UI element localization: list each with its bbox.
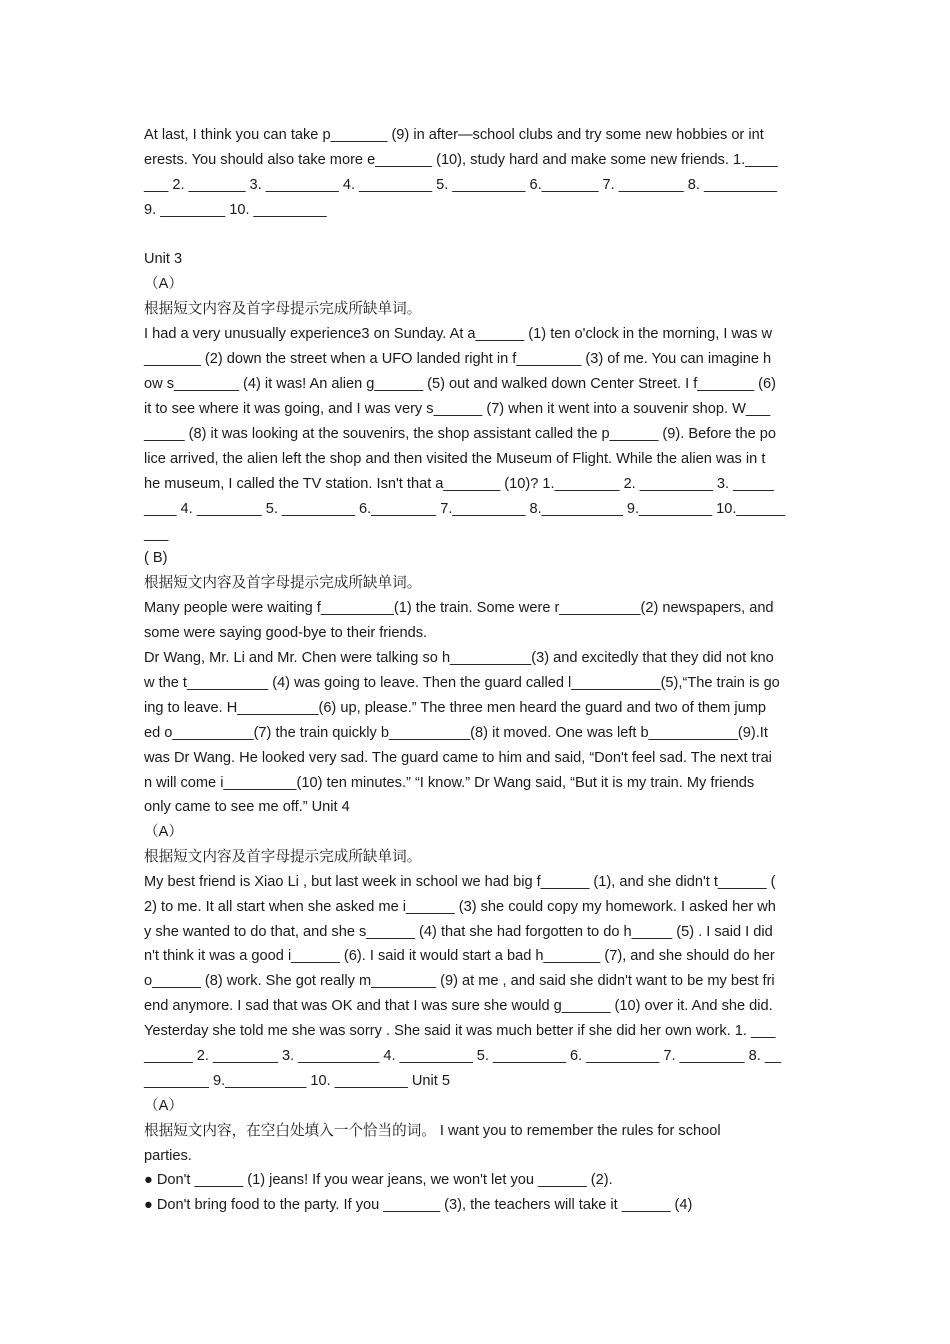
text-line: n't think it was a good i______ (6). I said it would start a bad h_______ (7), and she should do her: [144, 948, 775, 964]
instruction-text: 根据短文内容及首字母提示完成所缺单词。: [144, 301, 422, 317]
text-line: ing to leave. H__________(6) up, please.” The three men heard the guard and two of them jump: [144, 700, 766, 716]
text-line: Dr Wang, Mr. Li and Mr. Chen were talking so h__________(3) and excitedly that they did not kno: [144, 650, 774, 666]
text-line: _______ (2) down the street when a UFO landed right in f________ (3) of me. You can imagine h: [144, 351, 772, 367]
text-line: ____ 4. ________ 5. _________ 6.________ 7._________ 8.__________ 9._________ 10.______: [144, 501, 786, 517]
text-line: ________ 9.__________ 10. _________ Unit 5: [144, 1073, 450, 1089]
rule-bullet: ● Don't bring food to the party. If you _______ (3), the teachers will take it ______ (4): [144, 1197, 693, 1213]
text-line: was Dr Wang. He looked very sad. The guard came to him and said, “Don't feel sad. The next trai: [144, 750, 772, 766]
section-label: （A）: [144, 824, 183, 840]
text-line: only came to see me off.” Unit 4: [144, 799, 350, 815]
section-label: （A）: [144, 1098, 183, 1114]
text-line: n will come i_________(10) ten minutes.” “I know.” Dr Wang said, “But it is my train. My friends: [144, 775, 755, 791]
text-line: y she wanted to do that, and she s______ (4) that she had forgotten to do h_____ (5) . I said I did: [144, 924, 773, 940]
text-line: ow s________ (4) it was! An alien g______ (5) out and walked down Center Street. I f_______ (6): [144, 376, 776, 392]
text-line: At last, I think you can take p_______ (9) in after—school clubs and try some new hobbies or int: [144, 127, 764, 143]
section-label: （A）: [144, 276, 183, 292]
text-line: parties.: [144, 1148, 192, 1164]
text-line: ___ 2. _______ 3. _________ 4. _________ 5. _________ 6._______ 7. ________ 8. _________: [144, 177, 778, 193]
text-line: ed o__________(7) the train quickly b__________(8) it moved. One was left b___________(9).It: [144, 725, 768, 741]
text-line: some were saying good-bye to their friends.: [144, 625, 428, 641]
text-line: he museum, I called the TV station. Isn't that a_______ (10)? 1.________ 2. _________ 3. _____: [144, 476, 774, 492]
text-line: w the t__________ (4) was going to leave. Then the guard called l___________(5),“The train is go: [144, 675, 780, 691]
text-line: it to see where it was going, and I was very s______ (7) when it went into a souvenir shop. W___: [144, 401, 771, 417]
text-line: ___: [144, 526, 169, 542]
text-line: Yesterday she told me she was sorry . She said it was much better if she did her own work. 1. ___: [144, 1023, 776, 1039]
text-line: end anymore. I sad that was OK and that I was sure she would g______ (10) over it. And she did.: [144, 998, 773, 1014]
text-line: 9. ________ 10. _________: [144, 202, 327, 218]
unit-heading: Unit 3: [144, 251, 183, 267]
text-line: ______ 2. ________ 3. __________ 4. _________ 5. _________ 6. _________ 7. ________ 8. __: [144, 1048, 782, 1064]
text-line: erests. You should also take more e_______ (10), study hard and make some new friends. 1.____: [144, 152, 778, 168]
instruction-text: 根据短文内容及首字母提示完成所缺单词。: [144, 849, 422, 865]
text-line: 2) to me. It all start when she asked me i______ (3) she could copy my homework. I asked her wh: [144, 899, 776, 915]
rule-bullet: ● Don't ______ (1) jeans! If you wear jeans, we won't let you ______ (2).: [144, 1172, 613, 1188]
text-line: lice arrived, the alien left the shop and then visited the Museum of Flight. While the alien was in t: [144, 451, 766, 467]
text-line: Many people were waiting f_________(1) the train. Some were r__________(2) newspapers, and: [144, 600, 774, 616]
text-line: I had a very unusually experience3 on Sunday. At a______ (1) ten o'clock in the morning, I was w: [144, 326, 772, 342]
instruction-text: 根据短文内容，在空白处填入一个恰当的词。 I want you to remember the rules for school: [144, 1123, 721, 1139]
text-line: o______ (8) work. She got really m________ (9) at me , and said she didn't want to be my best fri: [144, 973, 775, 989]
text-line: My best friend is Xiao Li , but last week in school we had big f______ (1), and she didn't t______ (: [144, 874, 776, 890]
text-line: _____ (8) it was looking at the souvenirs, the shop assistant called the p______ (9). Before the po: [144, 426, 776, 442]
section-label: ( B): [144, 550, 168, 566]
instruction-text: 根据短文内容及首字母提示完成所缺单词。: [144, 575, 422, 591]
